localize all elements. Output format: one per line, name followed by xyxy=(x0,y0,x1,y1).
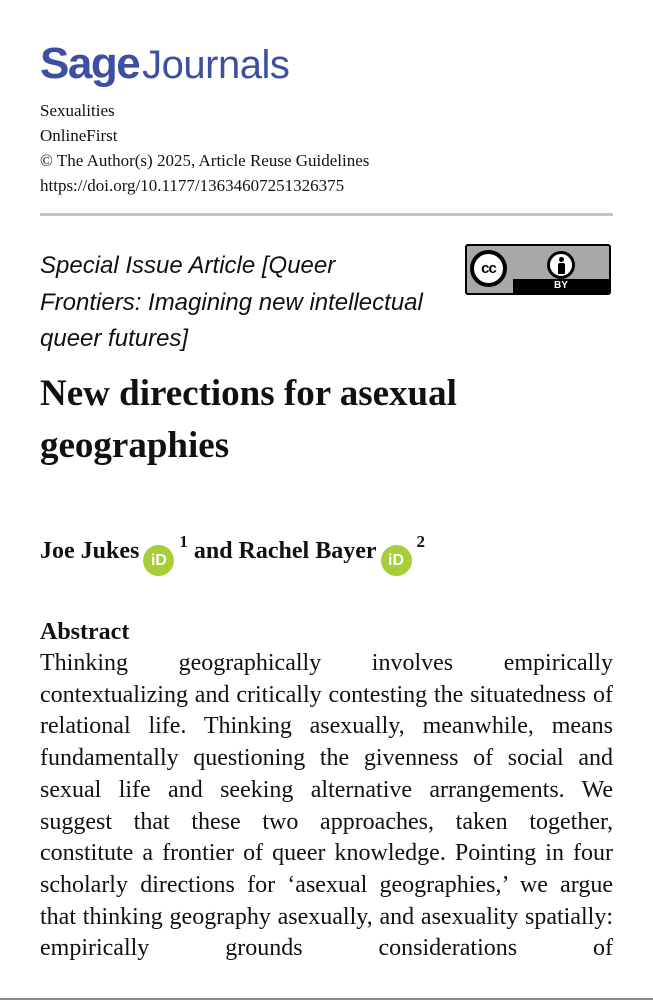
publication-meta xyxy=(40,98,369,198)
author-list xyxy=(40,526,425,576)
affiliation-marker[interactable]: 2 xyxy=(416,532,426,551)
affiliation-marker[interactable]: 1 xyxy=(179,532,188,551)
header-divider xyxy=(40,213,613,216)
orcid-icon[interactable]: iD xyxy=(143,545,174,576)
sage-journals-logo[interactable] xyxy=(40,39,290,88)
creative-commons-by-icon[interactable] xyxy=(465,244,611,295)
abstract-text: Thinking geographically involves empirically contextualizing and critically contesting the situatedness of relational life. Thinking asexually, meanwhile, means fundamentally questioning the givenness of social and sexual life and seeking alternative arrangements. We suggest that these two approaches, taken together, constitute a frontier of queer knowledge. Pointing in four scholarly directions for ‘asexual geographies,’ we argue that thinking geography asexually, and asexuality spatially: empirically grounds considerations of xyxy=(40,650,613,962)
attribution-person-icon xyxy=(547,251,575,279)
author-name[interactable]: Joe Jukes xyxy=(40,538,140,564)
by-label: BY xyxy=(554,280,568,291)
logo-sage-text: Sage xyxy=(40,39,140,88)
author-name[interactable]: Rachel Bayer xyxy=(238,538,377,564)
cc-icon: cc xyxy=(470,250,507,287)
issue-status: OnlineFirst xyxy=(40,126,118,145)
article-title: New directions for asexual geographies xyxy=(40,373,457,466)
abstract-heading: Abstract xyxy=(40,619,130,645)
doi-link[interactable]: https://doi.org/10.1177/13634607251326375 xyxy=(40,176,345,195)
logo-journals-text: Journals xyxy=(142,43,290,87)
copyright-line[interactable]: © The Author(s) 2025, Article Reuse Guidelines xyxy=(40,151,370,170)
orcid-icon[interactable]: iD xyxy=(381,545,412,576)
journal-name[interactable]: Sexualities xyxy=(40,101,115,120)
article-type-label: Special Issue Article [Queer Frontiers: Imagining new intellectual queer futures] xyxy=(40,252,423,352)
author-joiner: and xyxy=(193,538,233,564)
